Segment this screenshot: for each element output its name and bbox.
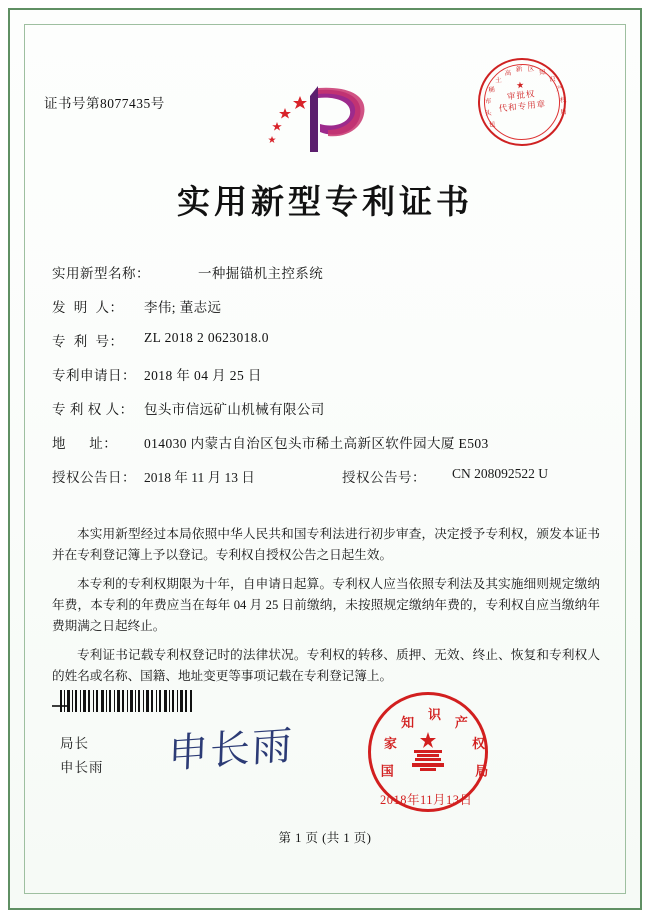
local-ip-office-seal bbox=[474, 54, 571, 151]
seal-center-text: 审批权 代和专用章 bbox=[498, 88, 547, 114]
field-label: 专 利 权 人： bbox=[52, 402, 134, 417]
patent-fields bbox=[52, 262, 602, 500]
field-label: 发 明 人： bbox=[52, 300, 124, 315]
signature-block bbox=[60, 732, 104, 780]
field-label: 专 利 号： bbox=[52, 334, 124, 349]
handwritten-signature: 申长雨 bbox=[167, 722, 295, 778]
field-value: ZL 2018 2 0623018.0 bbox=[144, 330, 269, 345]
barcode bbox=[60, 690, 192, 712]
field-row-patentee bbox=[52, 398, 602, 432]
director-title-label: 局长 bbox=[60, 736, 89, 751]
paragraph-2: 本专利的专利权期限为十年，自申请日起算。专利权人应当依照专利法及其实施细则规定缴纳年费，本专利的年费应当在每年 04 月 25 日前缴纳，未按照规定缴纳年费的，专利权自应当缴纳年费期满之日起终止。 bbox=[52, 577, 600, 633]
seal-arc-text: 包 头 市 稀 土 高 新 区 知 识 产 权 局 bbox=[484, 65, 568, 129]
field-value: 2018 年 04 月 25 日 bbox=[144, 368, 262, 383]
paragraph-1: 本实用新型经过本局依照中华人民共和国专利法进行初步审查，决定授予专利权，颁发本证书并在专利登记簿上予以登记。专利权自授权公告之日起生效。 bbox=[52, 527, 600, 562]
field-label: 地 址： bbox=[52, 436, 118, 451]
director-name-label: 申长雨 bbox=[60, 760, 104, 775]
field-row-grant-publication bbox=[52, 466, 602, 500]
field-row-address bbox=[52, 432, 602, 466]
field-row-inventor bbox=[52, 296, 602, 330]
page-title: 实用新型专利证书 bbox=[177, 182, 473, 221]
certificate-number: 证书号第8077435号 bbox=[44, 96, 165, 111]
grant-number-label: 授权公告号： bbox=[342, 470, 426, 485]
field-value: 包头市信远矿山机械有限公司 bbox=[144, 402, 325, 417]
grant-date-value: 2018 年 11 月 13 日 bbox=[144, 470, 255, 485]
page-footer: 第 1 页 (共 1 页) bbox=[278, 831, 372, 845]
cnipa-official-seal: 国 家 知 识 产 权 局 bbox=[368, 692, 488, 812]
field-row-patent-number bbox=[52, 330, 602, 364]
field-row-application-date bbox=[52, 364, 602, 398]
field-value: 李伟; 董志远 bbox=[144, 300, 222, 315]
seal-star: ★ bbox=[515, 79, 525, 91]
legal-text-block bbox=[52, 524, 600, 695]
seal-date: 2018年11月13日 bbox=[380, 793, 473, 807]
field-value: 一种掘锚机主控系统 bbox=[198, 266, 324, 281]
national-emblem-icon bbox=[406, 730, 450, 774]
field-label: 实用新型名称： bbox=[52, 266, 150, 281]
field-row-utility-model-name bbox=[52, 262, 602, 296]
grant-date-label: 授权公告日： bbox=[52, 470, 136, 485]
field-value: 014030 内蒙古自治区包头市稀土高新区软件园大厦 E503 bbox=[144, 436, 489, 451]
paragraph-3: 专利证书记载专利权登记时的法律状况。专利权的转移、质押、无效、终止、恢复和专利权人的姓名或名称、国籍、地址变更等事项记载在专利登记簿上。 bbox=[52, 648, 600, 683]
grant-number-value: CN 208092522 U bbox=[452, 466, 549, 481]
cnipa-logo bbox=[252, 82, 372, 160]
field-label: 专利申请日： bbox=[52, 368, 136, 383]
